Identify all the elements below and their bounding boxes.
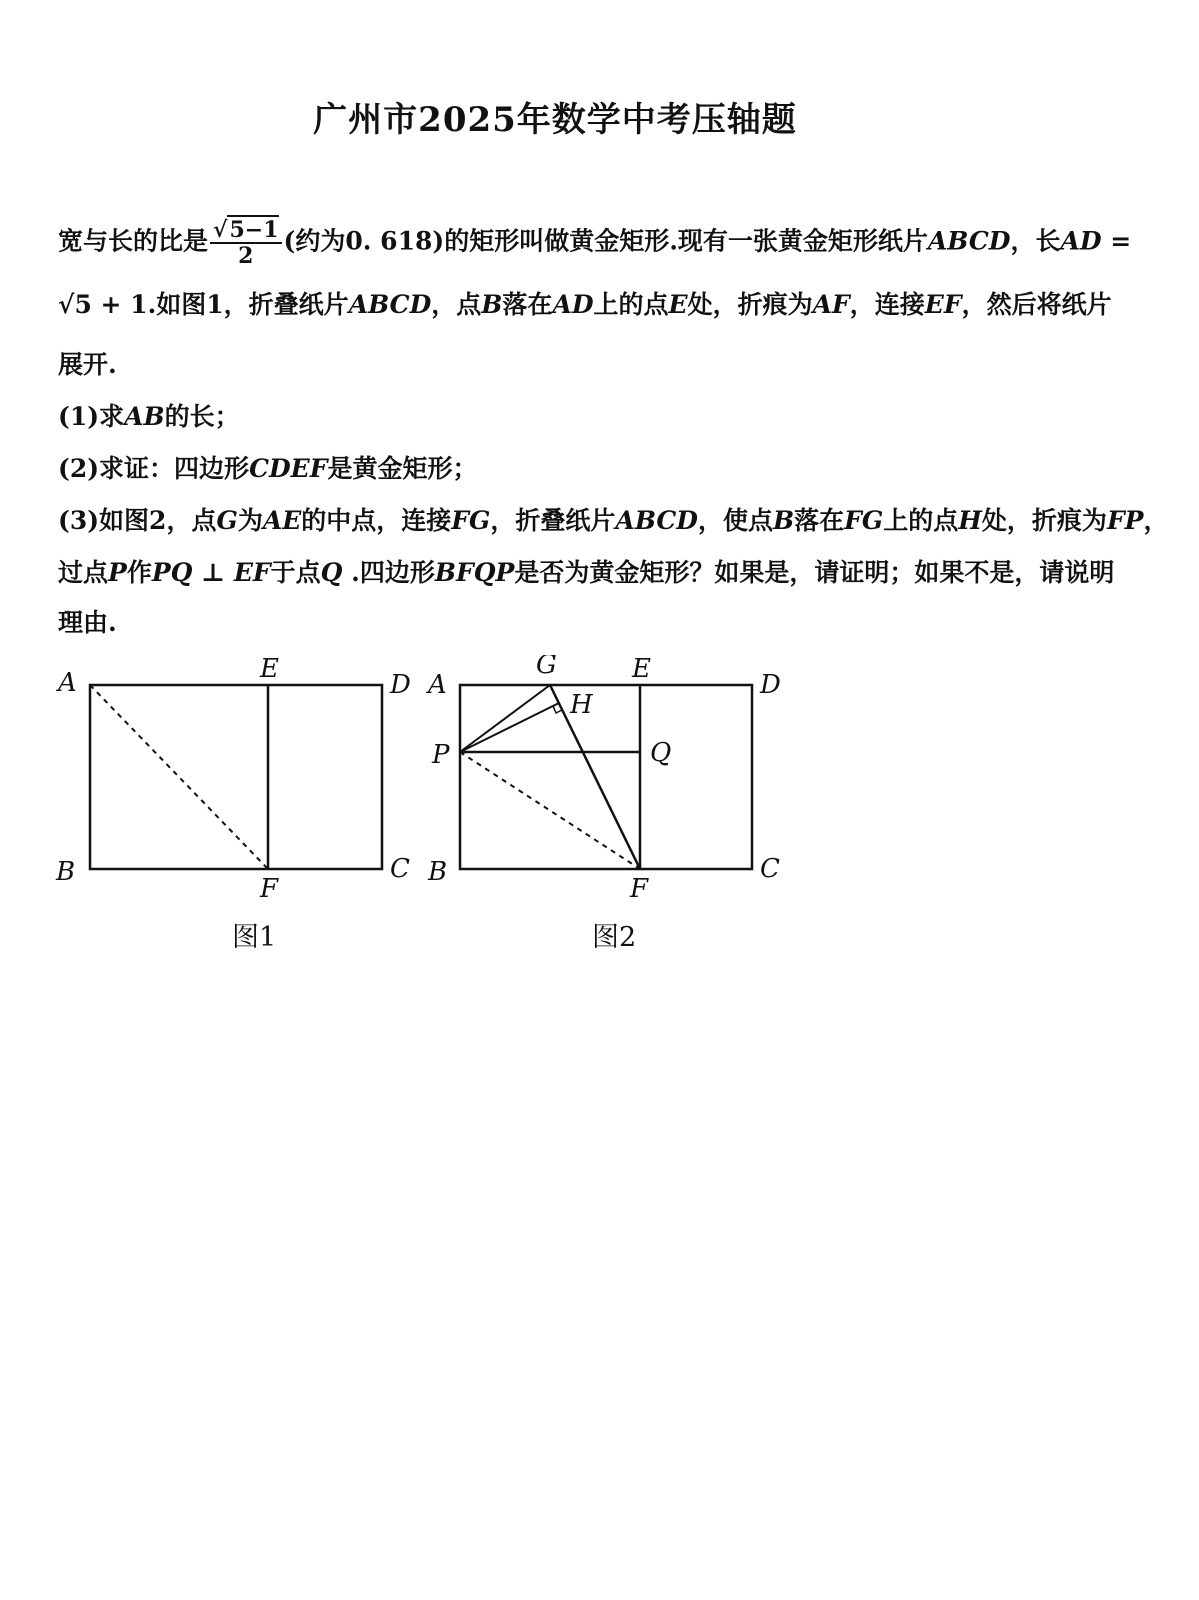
- fig1-label-f: F: [260, 874, 279, 904]
- fig1-fold-af: [90, 685, 268, 869]
- text-chang: ，长: [1010, 226, 1061, 256]
- fig2-rectangle-abcd: [460, 685, 752, 869]
- math-ab: AB: [124, 402, 165, 431]
- fig2-label-g: G: [536, 655, 557, 680]
- text-ratio-intro: 宽与长的比是: [58, 226, 209, 256]
- q3-text-k: 落在: [794, 506, 845, 535]
- problem-line-1: [58, 218, 1131, 268]
- q3-text-q: ，: [1143, 506, 1169, 535]
- fig2-label-h: H: [570, 690, 593, 720]
- fig1-caption: 图1: [232, 922, 277, 953]
- text-luozai: 落在: [502, 290, 553, 319]
- figure-2: [420, 655, 800, 905]
- math-abcd-3: ABCD: [615, 506, 698, 535]
- text-golden-def: (约为0. 618)的矩形叫做黄金矩形.现有一张黄金矩形纸片: [283, 226, 928, 256]
- q3-text-i: ，使点: [698, 506, 774, 535]
- math-g: G: [216, 506, 238, 535]
- fig1-rectangle-abcd: [90, 685, 382, 869]
- math-p: P: [108, 558, 127, 587]
- q4-text-c: 作: [126, 558, 152, 587]
- fraction-denominator: 2: [238, 243, 254, 269]
- math-abcd: ABCD: [927, 226, 1011, 256]
- question-2: [58, 452, 477, 486]
- math-b-2: B: [773, 506, 795, 535]
- math-ef: EF: [924, 290, 962, 319]
- q3-text-o: 处，折痕为: [981, 506, 1107, 535]
- math-pq-perp-ef: PQ ⊥ EF: [151, 558, 271, 587]
- math-cdef: CDEF: [249, 454, 328, 483]
- math-b: B: [481, 290, 503, 319]
- fig2-caption: 图2: [592, 922, 637, 953]
- q4-text-i: 是否为黄金矩形？如果是，请证明；如果不是，请说明: [514, 558, 1115, 587]
- q4-text-e: 于点: [270, 558, 321, 587]
- fig2-label-c: C: [760, 854, 780, 884]
- math-fp: FP: [1106, 506, 1144, 535]
- q4-text-a: 过点: [58, 558, 109, 587]
- q3-text-m: 上的点: [883, 506, 959, 535]
- question-3-line-3: 理由.: [58, 608, 117, 637]
- math-q: Q: [320, 558, 343, 587]
- fig2-segment-ph: [460, 703, 559, 752]
- fig1-label-e: E: [260, 655, 279, 684]
- figure-1: [40, 655, 420, 905]
- q3-text-c: 为: [237, 506, 263, 535]
- problem-line-2: [58, 288, 1112, 322]
- fig1-label-b: B: [56, 857, 76, 887]
- text-lianjie: ，连接: [849, 290, 925, 319]
- question-1: [58, 400, 240, 434]
- fig2-fold-fp: [460, 752, 640, 869]
- fig2-label-q: Q: [650, 738, 672, 768]
- text-fold-1: 5 + 1.如图1，折叠纸片: [74, 290, 349, 319]
- fig2-label-f: F: [630, 874, 649, 904]
- q3-text-e: 的中点，连接: [301, 506, 452, 535]
- math-fg: FG: [451, 506, 491, 535]
- q4-text-g: .四边形: [342, 558, 435, 587]
- q3-text-g: ，折叠纸片: [490, 506, 616, 535]
- math-ae: AE: [262, 506, 302, 535]
- math-ad: AD: [552, 290, 594, 319]
- fig1-label-d: D: [390, 670, 411, 700]
- q3-text-a: (3)如图2，点: [58, 506, 217, 535]
- math-abcd-2: ABCD: [348, 290, 432, 319]
- question-3-line-2: [58, 556, 1114, 590]
- q2-text-a: (2)求证：四边形: [58, 454, 250, 483]
- math-bfqp: BFQP: [434, 558, 515, 587]
- fig1-label-a: A: [58, 668, 77, 698]
- q1-text-a: (1)求: [58, 402, 125, 431]
- fig2-label-d: D: [760, 670, 781, 700]
- page-title: 广州市2025年数学中考压轴题: [313, 100, 797, 140]
- fig2-label-e: E: [632, 655, 651, 684]
- math-h: H: [958, 506, 982, 535]
- sqrt-sign: √: [58, 290, 75, 319]
- text-shangdedian: 上的点: [593, 290, 669, 319]
- math-e: E: [668, 290, 688, 319]
- fig1-label-c: C: [390, 854, 410, 884]
- fig2-label-b: B: [428, 857, 448, 887]
- problem-line-3: 展开.: [58, 350, 117, 379]
- fraction-numerator: 5−1: [229, 217, 279, 243]
- text-zhipian: ，然后将纸片: [961, 290, 1112, 319]
- golden-ratio-fraction: $\frac{√5-1}{2}$: [210, 218, 282, 268]
- fig2-label-p: P: [432, 740, 450, 770]
- text-zhehen: 处，折痕为: [687, 290, 813, 319]
- math-fg-2: FG: [844, 506, 884, 535]
- text-dian: ，点: [431, 290, 482, 319]
- q2-text-c: 是黄金矩形；: [327, 454, 478, 483]
- question-3: [58, 504, 1169, 538]
- fig2-label-a: A: [428, 670, 447, 700]
- fig2-segment-pg: [460, 685, 550, 752]
- math-af: AF: [812, 290, 850, 319]
- math-ad-eq: AD =: [1060, 226, 1132, 256]
- fig2-segment-fg: [550, 685, 640, 869]
- q1-text-c: 的长；: [164, 402, 240, 431]
